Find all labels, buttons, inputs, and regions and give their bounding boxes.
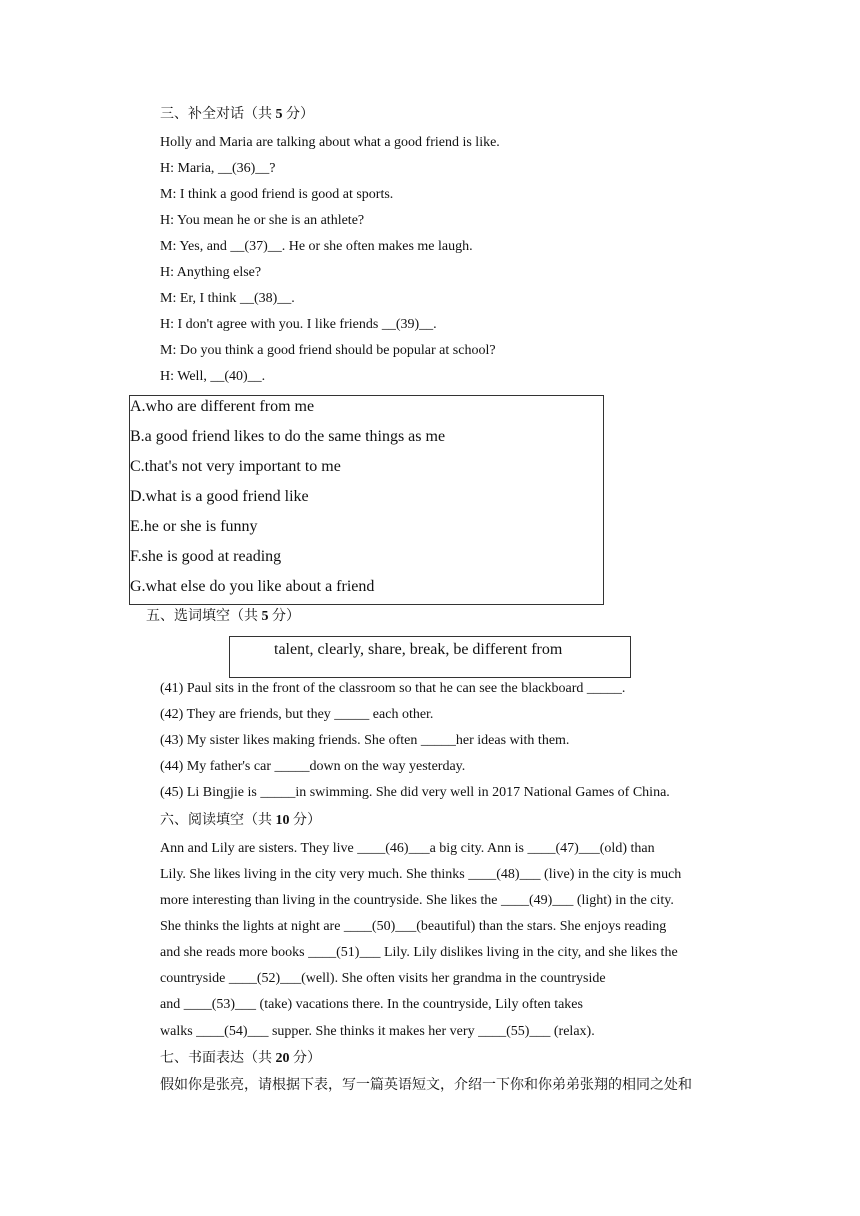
fill-item: (44) My father's car _____down on the way yesterday. <box>160 759 466 774</box>
options-box <box>129 395 604 605</box>
option-f: F.she is good at reading <box>130 548 282 565</box>
passage-line: She thinks the lights at night are ____(50)___(beautiful) than the stars. She enjoys reading <box>160 919 667 934</box>
option-e: E.he or she is funny <box>130 518 258 535</box>
dialogue-line: M: Er, I think __(38)__. <box>160 291 295 306</box>
section3-title: 三、补全对话（共 5 分） <box>160 107 314 122</box>
word-bank: talent, clearly, share, break, be different from <box>274 641 563 658</box>
fill-item: (42) They are friends, but they _____ each other. <box>160 707 434 722</box>
dialogue-line: M: Yes, and __(37)__. He or she often makes me laugh. <box>160 239 473 254</box>
section6-title: 六、阅读填空（共 10 分） <box>160 813 321 828</box>
passage-line: countryside ____(52)___(well). She often visits her grandma in the countryside <box>160 971 606 986</box>
fill-item: (45) Li Bingjie is _____in swimming. She did very well in 2017 National Games of China. <box>160 785 670 800</box>
fill-item: (43) My sister likes making friends. She often _____her ideas with them. <box>160 733 570 748</box>
dialogue-line: M: Do you think a good friend should be popular at school? <box>160 343 496 358</box>
section3-intro: Holly and Maria are talking about what a good friend is like. <box>160 135 500 150</box>
option-b: B.a good friend likes to do the same things as me <box>130 428 446 445</box>
dialogue-line: H: You mean he or she is an athlete? <box>160 213 365 228</box>
option-g: G.what else do you like about a friend <box>130 578 375 595</box>
section7-title: 七、书面表达（共 20 分） <box>160 1051 321 1066</box>
passage-line: Lily. She likes living in the city very much. She thinks ____(48)___ (live) in the city is much <box>160 867 682 882</box>
option-a: A.who are different from me <box>130 398 315 415</box>
section5-title: 五、选词填空（共 5 分） <box>146 609 300 624</box>
word-bank-box <box>229 636 631 678</box>
passage-line: more interesting than living in the countryside. She likes the ____(49)___ (light) in the city. <box>160 893 674 908</box>
option-c: C.that's not very important to me <box>130 458 341 475</box>
dialogue-line: H: Anything else? <box>160 265 262 280</box>
dialogue-line: H: I don't agree with you. I like friends __(39)__. <box>160 317 437 332</box>
dialogue-line: H: Well, __(40)__. <box>160 369 266 384</box>
option-d: D.what is a good friend like <box>130 488 309 505</box>
passage-line: and she reads more books ____(51)___ Lily. Lily dislikes living in the city, and she likes the <box>160 945 678 960</box>
passage-line: walks ____(54)___ supper. She thinks it makes her very ____(55)___ (relax). <box>160 1024 595 1039</box>
fill-item: (41) Paul sits in the front of the classroom so that he can see the blackboard _____. <box>160 681 626 696</box>
section7-prompt: 假如你是张亮，请根据下表，写一篇英语短文，介绍一下你和你弟弟张翔的相同之处和 <box>160 1078 692 1093</box>
dialogue-line: H: Maria, __(36)__? <box>160 161 276 176</box>
passage-line: and ____(53)___ (take) vacations there. In the countryside, Lily often takes <box>160 997 583 1012</box>
dialogue-line: M: I think a good friend is good at sports. <box>160 187 394 202</box>
passage-line: Ann and Lily are sisters. They live ____(46)___a big city. Ann is ____(47)___(old) than <box>160 841 655 856</box>
